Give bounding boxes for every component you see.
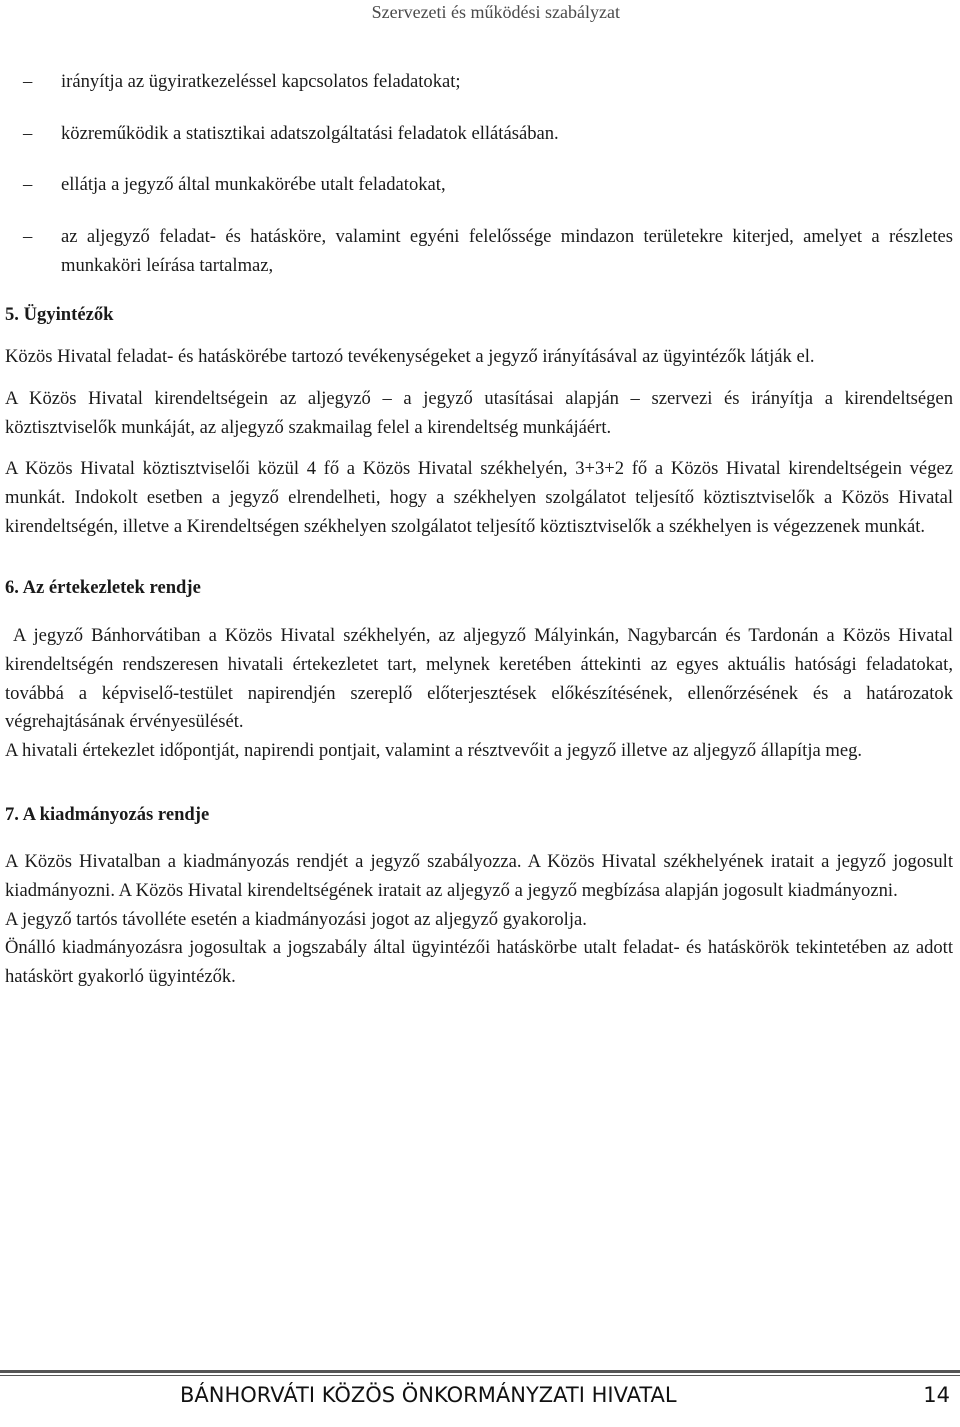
section-6-paragraph-1: A jegyző Bánhorvátiban a Közös Hivatal székhelyén, az aljegyző Mályinkán, Nagybarcán és Tardonán a Közös Hivatal kirendeltségén rendszeresen hivatali értekezletet tart, melynek keretében áttekinti az egyes aktuális hatósági feladatokat, továbbá a képviselő-testület napirendjén szereplő előterjesztések előkészítésének, ellenőrzésének és a határozatok végrehajtásának érvényesülését. [5,625,958,733]
list-item-text: közreműködik a statisztikai adatszolgáltatási feladatok ellátásában. [61,122,559,144]
list-item [5,68,953,97]
section-6-paragraph-2: A hivatali értekezlet időpontját, napirendi pontjait, valamint a résztvevőit a jegyző illetve az aljegyző állapítja meg. [5,739,863,761]
section-5-paragraph-3: A Közös Hivatal köztisztviselői közül 4 fő a Közös Hivatal székhelyén, 3+3+2 fő a Közös Hivatal kirendeltségein végez munkát. Indokolt esetben a jegyző elrendelheti, hogy a székhelyen szolgálatot teljesítő köztisztviselők a Közös Hivatal kirendeltségén, illetve a Kirendeltségen székhelyen szolgálatot teljesítő köztisztviselők a székhelyen is végezzenek munkát. [5,458,953,537]
section-7-heading: 7. A kiadmányozás rendje [5,803,210,825]
page-number: 14 [923,1383,950,1407]
dash-bullet-icon: – [23,226,33,248]
dash-bullet-icon: – [23,174,33,196]
list-item [5,171,953,200]
list-item-text: irányítja az ügyiratkezeléssel kapcsolatos feladatokat; [61,71,461,92]
section-6-heading: 6. Az értekezletek rendje [5,577,201,599]
footer-divider [0,1370,960,1373]
section-7-paragraph-2: A jegyző tartós távolléte esetén a kiadmányozási jogot az aljegyző gyakorolja. [5,908,587,930]
duty-list [5,68,953,281]
footer-organization: BÁNHORVÁTI KÖZÖS ÖNKORMÁNYZATI HIVATAL [180,1383,677,1407]
footer-divider-thin [0,1375,960,1376]
section-7-paragraph-1: A Közös Hivatalban a kiadmányozás rendjét a jegyző szabályozza. A Közös Hivatal székhelyének iratait a jegyző jogosult kiadmányozni. A Közös Hivatal kirendeltségének iratait az aljegyző a jegyző megbízása alapján jogosult kiadmányozni. [5,851,953,902]
section-5-paragraph-2: A Közös Hivatal kirendeltségein az aljegyző – a jegyző utasításai alapján – szervezi és irányítja a kirendeltségen köztisztviselők munkáját, az aljegyző szakmailag felel a kirendeltség munkájáért. [5,387,953,438]
list-item [5,223,953,280]
dash-bullet-icon: – [23,71,33,92]
section-7-paragraph-3: Önálló kiadmányozásra jogosultak a jogszabály által ügyintézői hatáskörbe utalt feladat- és hatáskörök tekintetében az adott hatáskört gyakorló ügyintézők. [5,937,953,988]
list-item-text: ellátja a jegyző által munkakörébe utalt feladatokat, [61,174,446,196]
section-5-heading: 5. Ügyintézők [5,303,114,325]
document-body [5,68,958,992]
list-item [5,120,953,149]
running-header-title: Szervezeti és működési szabályzat [371,2,620,22]
list-item-text: az aljegyző feladat- és hatásköre, valamint egyéni felelőssége mindazon területekre kiterjed, amelyet a részletes munkaköri leírása tartalmaz, [61,226,953,276]
section-5-paragraph-1: Közös Hivatal feladat- és hatáskörébe tartozó tevékenységeket a jegyző irányításával az ügyintézők látják el. [5,346,815,368]
dash-bullet-icon: – [23,122,33,144]
